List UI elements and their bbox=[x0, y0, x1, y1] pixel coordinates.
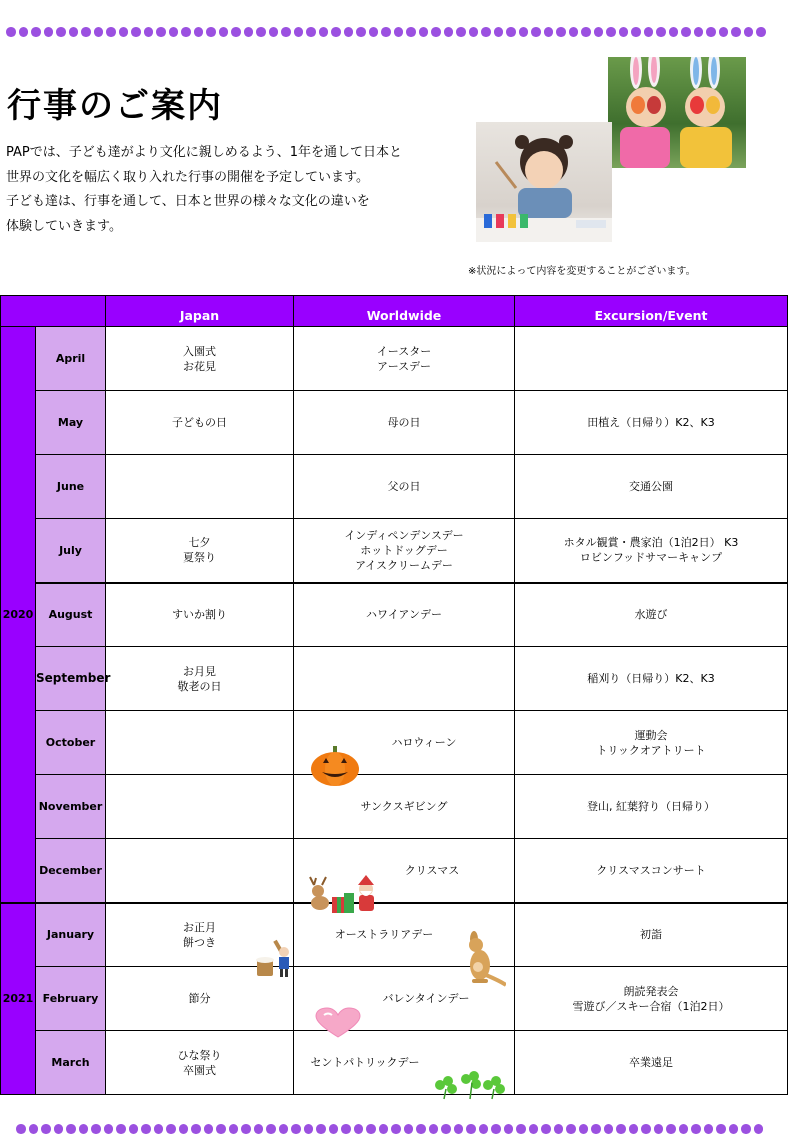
decorative-dot bbox=[629, 1124, 639, 1134]
decorative-dot bbox=[31, 27, 41, 37]
event-cell: 運動会 トリックオアトリート bbox=[515, 711, 788, 775]
intro-line: PAPでは、子ども達がより文化に親しめるよう、1年を通して日本と bbox=[6, 145, 403, 160]
heart-icon bbox=[314, 1007, 362, 1039]
decorative-dot bbox=[306, 27, 316, 37]
header-japan: Japan bbox=[106, 296, 294, 327]
decorative-dot bbox=[631, 27, 641, 37]
worldwide-cell: ハワイアンデー bbox=[294, 583, 515, 647]
table-row bbox=[1, 519, 788, 583]
decorative-dot bbox=[79, 1124, 89, 1134]
decorative-dot bbox=[406, 27, 416, 37]
japan-cell bbox=[106, 455, 294, 519]
month-cell: November bbox=[36, 775, 106, 839]
decorative-dot bbox=[279, 1124, 289, 1134]
decorative-dot bbox=[419, 27, 429, 37]
decorative-dot bbox=[391, 1124, 401, 1134]
decorative-dot bbox=[679, 1124, 689, 1134]
decorative-dot bbox=[429, 1124, 439, 1134]
decorative-dot bbox=[181, 27, 191, 37]
decorative-dot bbox=[741, 1124, 751, 1134]
year-cell: 2020 bbox=[1, 327, 36, 903]
decorative-dot bbox=[456, 27, 466, 37]
japan-cell bbox=[106, 839, 294, 903]
month-cell: September bbox=[36, 647, 106, 711]
month-cell: January bbox=[36, 903, 106, 967]
decorative-dot bbox=[304, 1124, 314, 1134]
decorative-dot bbox=[569, 27, 579, 37]
decorative-dot bbox=[729, 1124, 739, 1134]
month-cell: June bbox=[36, 455, 106, 519]
decorative-dot bbox=[744, 27, 754, 37]
decorative-dot bbox=[156, 27, 166, 37]
event-cell bbox=[515, 327, 788, 391]
decorative-dot bbox=[616, 1124, 626, 1134]
decorative-dot bbox=[654, 1124, 664, 1134]
decorative-dot bbox=[194, 27, 204, 37]
decorative-dot bbox=[566, 1124, 576, 1134]
decorative-dot bbox=[41, 1124, 51, 1134]
decorative-dot bbox=[691, 1124, 701, 1134]
japan-text: お正月 餅つき bbox=[183, 920, 216, 949]
table-row bbox=[1, 1031, 788, 1095]
decorative-dot bbox=[241, 1124, 251, 1134]
decorative-dot bbox=[219, 27, 229, 37]
decorative-dot bbox=[606, 27, 616, 37]
decorative-dots-top bbox=[6, 27, 766, 39]
year-cell: 2021 bbox=[1, 903, 36, 1095]
table-row bbox=[1, 583, 788, 647]
worldwide-cell: サンクスギビング bbox=[294, 775, 515, 839]
worldwide-cell bbox=[294, 647, 515, 711]
month-cell: August bbox=[36, 583, 106, 647]
table-row bbox=[1, 711, 788, 775]
decorative-dot bbox=[704, 1124, 714, 1134]
event-cell: 水遊び bbox=[515, 583, 788, 647]
decorative-dot bbox=[719, 27, 729, 37]
pumpkin-icon bbox=[310, 745, 360, 787]
worldwide-cell bbox=[294, 1031, 515, 1095]
intro-line: 子ども達は、行事を通して、日本と世界の様々な文化の違いを bbox=[6, 194, 370, 209]
decorative-dot bbox=[341, 1124, 351, 1134]
table-row bbox=[1, 391, 788, 455]
event-cell: 交通公園 bbox=[515, 455, 788, 519]
decorative-dot bbox=[494, 27, 504, 37]
event-cell: 田植え（日帰り）K2、K3 bbox=[515, 391, 788, 455]
worldwide-text: クリスマス bbox=[404, 863, 460, 877]
decorative-dot bbox=[541, 1124, 551, 1134]
decorative-dot bbox=[104, 1124, 114, 1134]
decorative-dot bbox=[379, 1124, 389, 1134]
japan-cell bbox=[106, 775, 294, 839]
decorative-dot bbox=[256, 27, 266, 37]
decorative-dot bbox=[594, 27, 604, 37]
worldwide-text: バレンタインデー bbox=[382, 992, 470, 1005]
decorative-dot bbox=[619, 27, 629, 37]
decorative-dot bbox=[554, 1124, 564, 1134]
decorative-dot bbox=[479, 1124, 489, 1134]
table-row bbox=[1, 455, 788, 519]
page-title: 行事のご案内 bbox=[7, 86, 223, 126]
decorative-dot bbox=[404, 1124, 414, 1134]
decorative-dot bbox=[666, 1124, 676, 1134]
decorative-dot bbox=[19, 27, 29, 37]
japan-cell: お月見 敬老の日 bbox=[106, 647, 294, 711]
decorative-dot bbox=[331, 27, 341, 37]
decorative-dot bbox=[491, 1124, 501, 1134]
decorative-dot bbox=[516, 1124, 526, 1134]
table-row bbox=[1, 327, 788, 391]
decorative-dot bbox=[454, 1124, 464, 1134]
decorative-dot bbox=[6, 27, 16, 37]
decorative-dot bbox=[91, 1124, 101, 1134]
decorative-dot bbox=[81, 27, 91, 37]
reindeer-santa-icon bbox=[306, 875, 382, 915]
decorative-dot bbox=[669, 27, 679, 37]
decorative-dot bbox=[581, 27, 591, 37]
decorative-dot bbox=[466, 1124, 476, 1134]
decorative-dot bbox=[166, 1124, 176, 1134]
decorative-dot bbox=[556, 27, 566, 37]
decorative-dot bbox=[504, 1124, 514, 1134]
japan-cell: 子どもの日 bbox=[106, 391, 294, 455]
decorative-dot bbox=[291, 1124, 301, 1134]
decorative-dot bbox=[366, 1124, 376, 1134]
intro-text bbox=[6, 141, 426, 239]
decorative-dot bbox=[169, 27, 179, 37]
month-cell: October bbox=[36, 711, 106, 775]
intro-line: 世界の文化を幅広く取り入れた行事の開催を予定しています。 bbox=[6, 169, 369, 185]
shamrock-icon bbox=[430, 1071, 506, 1101]
month-cell: February bbox=[36, 967, 106, 1031]
decorative-dot bbox=[591, 1124, 601, 1134]
decorative-dot bbox=[191, 1124, 201, 1134]
decorative-dot bbox=[119, 27, 129, 37]
header-excursion-event: Excursion/Event bbox=[515, 296, 788, 327]
worldwide-cell: イースター アースデー bbox=[294, 327, 515, 391]
japan-cell bbox=[106, 903, 294, 967]
worldwide-text: ハロウィーン bbox=[391, 736, 457, 749]
decorative-dot bbox=[316, 1124, 326, 1134]
kangaroo-icon bbox=[460, 931, 506, 987]
event-schedule-table bbox=[0, 295, 788, 1095]
decorative-dot bbox=[141, 1124, 151, 1134]
decorative-dot bbox=[206, 27, 216, 37]
worldwide-text: セントパトリックデー bbox=[310, 1056, 420, 1069]
decorative-dot bbox=[641, 1124, 651, 1134]
decorative-dot bbox=[216, 1124, 226, 1134]
decorative-dot bbox=[416, 1124, 426, 1134]
decorative-dot bbox=[354, 1124, 364, 1134]
decorative-dot bbox=[579, 1124, 589, 1134]
decorative-dot bbox=[29, 1124, 39, 1134]
japan-cell: 節分 bbox=[106, 967, 294, 1031]
japan-cell bbox=[106, 711, 294, 775]
decorative-dot bbox=[356, 27, 366, 37]
month-cell: December bbox=[36, 839, 106, 903]
decorative-dot bbox=[656, 27, 666, 37]
table-row bbox=[1, 839, 788, 903]
event-cell: ホタル観賞・農家泊（1泊2日） K3 ロビンフッドサマーキャンプ bbox=[515, 519, 788, 583]
month-cell: July bbox=[36, 519, 106, 583]
photo-child-painting bbox=[476, 122, 612, 242]
decorative-dot bbox=[706, 27, 716, 37]
decorative-dot bbox=[244, 27, 254, 37]
table-row bbox=[1, 967, 788, 1031]
decorative-dot bbox=[54, 1124, 64, 1134]
mochi-pounding-icon bbox=[254, 934, 294, 978]
decorative-dot bbox=[644, 27, 654, 37]
decorative-dot bbox=[116, 1124, 126, 1134]
worldwide-cell: 母の日 bbox=[294, 391, 515, 455]
worldwide-cell: 父の日 bbox=[294, 455, 515, 519]
decorative-dot bbox=[681, 27, 691, 37]
decorative-dot bbox=[756, 27, 766, 37]
decorative-dot bbox=[381, 27, 391, 37]
event-cell: 稲刈り（日帰り）K2、K3 bbox=[515, 647, 788, 711]
japan-cell: ひな祭り 卒園式 bbox=[106, 1031, 294, 1095]
decorative-dot bbox=[154, 1124, 164, 1134]
decorative-dot bbox=[44, 27, 54, 37]
decorative-dot bbox=[529, 1124, 539, 1134]
decorative-dot bbox=[231, 27, 241, 37]
decorative-dot bbox=[69, 27, 79, 37]
decorative-dot bbox=[66, 1124, 76, 1134]
decorative-dot bbox=[441, 1124, 451, 1134]
decorative-dot bbox=[319, 27, 329, 37]
notice-text: ※状況によって内容を変更することがございます。 bbox=[468, 266, 696, 277]
decorative-dot bbox=[294, 27, 304, 37]
decorative-dot bbox=[16, 1124, 26, 1134]
decorative-dot bbox=[204, 1124, 214, 1134]
event-cell: 朗読発表会 雪遊び／スキー合宿（1泊2日） bbox=[515, 967, 788, 1031]
japan-cell: すいか割り bbox=[106, 583, 294, 647]
worldwide-cell bbox=[294, 711, 515, 775]
decorative-dot bbox=[604, 1124, 614, 1134]
table-row bbox=[1, 903, 788, 967]
decorative-dot bbox=[531, 27, 541, 37]
decorative-dot bbox=[106, 27, 116, 37]
event-cell: 卒業遠足 bbox=[515, 1031, 788, 1095]
month-cell: April bbox=[36, 327, 106, 391]
decorative-dot bbox=[544, 27, 554, 37]
decorative-dot bbox=[731, 27, 741, 37]
decorative-dot bbox=[344, 27, 354, 37]
decorative-dots-bottom bbox=[16, 1124, 763, 1136]
worldwide-cell bbox=[294, 839, 515, 903]
decorative-dot bbox=[716, 1124, 726, 1134]
japan-cell: 七夕 夏祭り bbox=[106, 519, 294, 583]
event-cell: 登山, 紅葉狩り（日帰り） bbox=[515, 775, 788, 839]
month-cell: March bbox=[36, 1031, 106, 1095]
worldwide-text: オーストラリアデー bbox=[334, 928, 434, 942]
event-cell: クリスマスコンサート bbox=[515, 839, 788, 903]
decorative-dot bbox=[144, 27, 154, 37]
decorative-dot bbox=[444, 27, 454, 37]
decorative-dot bbox=[394, 27, 404, 37]
decorative-dot bbox=[369, 27, 379, 37]
decorative-dot bbox=[519, 27, 529, 37]
intro-line: 体験していきます。 bbox=[6, 218, 122, 234]
table-row bbox=[1, 775, 788, 839]
decorative-dot bbox=[329, 1124, 339, 1134]
event-cell: 初詣 bbox=[515, 903, 788, 967]
decorative-dot bbox=[254, 1124, 264, 1134]
decorative-dot bbox=[56, 27, 66, 37]
decorative-dot bbox=[269, 27, 279, 37]
decorative-dot bbox=[506, 27, 516, 37]
decorative-dot bbox=[266, 1124, 276, 1134]
table-header-row bbox=[1, 296, 788, 327]
header-corner bbox=[1, 296, 106, 327]
decorative-dot bbox=[481, 27, 491, 37]
decorative-dot bbox=[469, 27, 479, 37]
decorative-dot bbox=[754, 1124, 764, 1134]
worldwide-cell: インディペンデンスデー ホットドッグデー アイスクリームデー bbox=[294, 519, 515, 583]
decorative-dot bbox=[94, 27, 104, 37]
decorative-dot bbox=[179, 1124, 189, 1134]
japan-cell: 入園式 お花見 bbox=[106, 327, 294, 391]
decorative-dot bbox=[694, 27, 704, 37]
month-cell: May bbox=[36, 391, 106, 455]
decorative-dot bbox=[131, 27, 141, 37]
decorative-dot bbox=[229, 1124, 239, 1134]
table-row bbox=[1, 647, 788, 711]
decorative-dot bbox=[431, 27, 441, 37]
header-worldwide: Worldwide bbox=[294, 296, 515, 327]
decorative-dot bbox=[129, 1124, 139, 1134]
decorative-dot bbox=[281, 27, 291, 37]
photo-bunny-kids bbox=[608, 57, 746, 168]
